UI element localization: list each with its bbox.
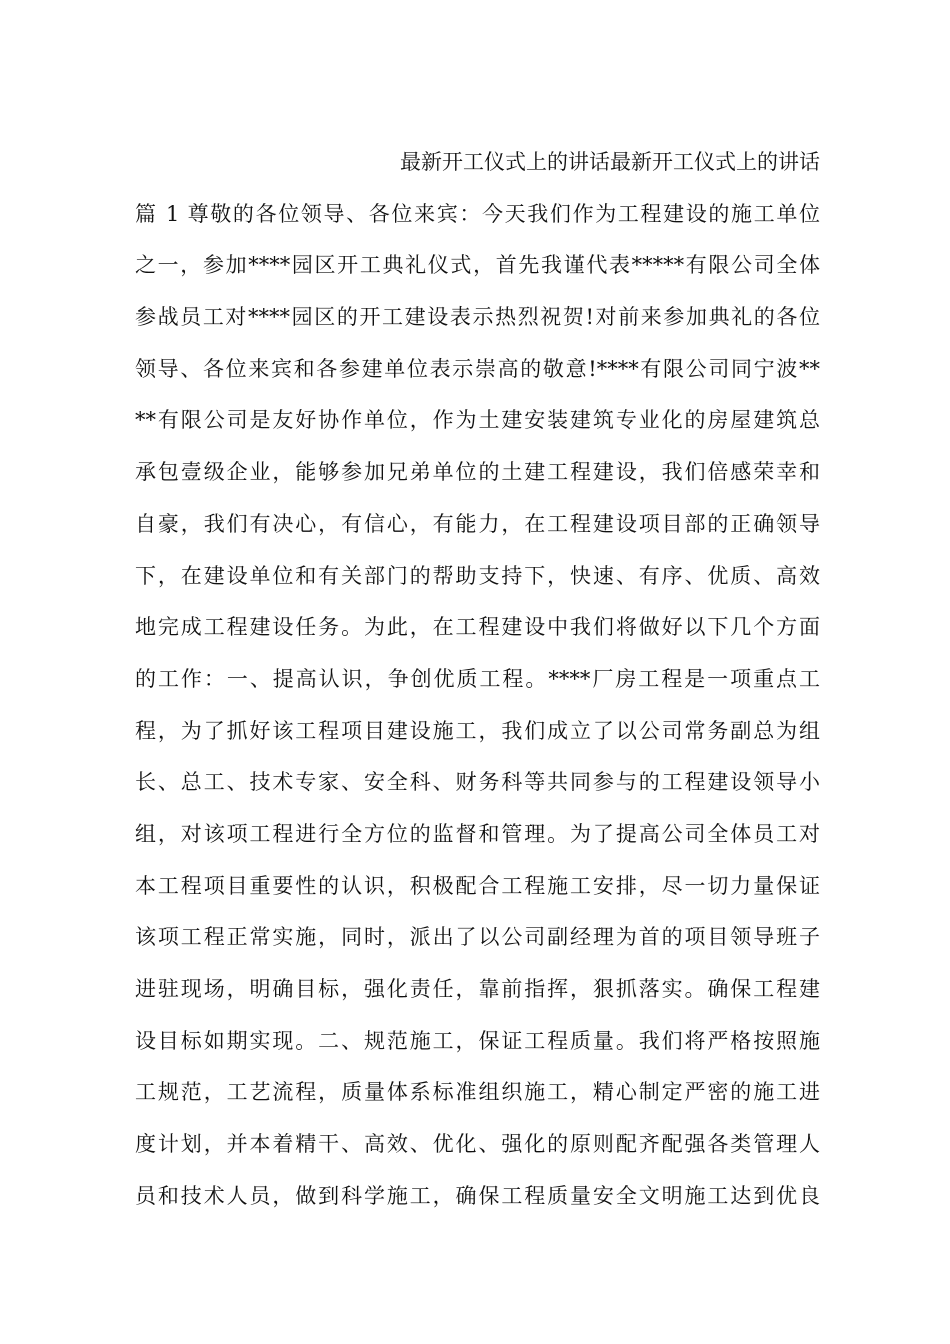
body-line: 组，对该项工程进行全方位的监督和管理。为了提高公司全体员工对: [135, 821, 820, 846]
body-line: 承包壹级企业，能够参加兄弟单位的土建工程建设，我们倍感荣幸和: [135, 460, 820, 485]
body-line: 该项工程正常实施，同时，派出了以公司副经理为首的项目领导班子: [135, 925, 820, 950]
body-line: 设目标如期实现。二、规范施工，保证工程质量。我们将严格按照施: [135, 1028, 820, 1053]
body-line: 领导、各位来宾和各参建单位表示崇高的敬意!****有限公司同宁波**: [135, 356, 820, 381]
body-line: 参战员工对****园区的开工建设表示热烈祝贺!对前来参加典礼的各位: [135, 305, 820, 330]
body-line: 篇 1 尊敬的各位领导、各位来宾：今天我们作为工程建设的施工单位: [135, 201, 820, 226]
body-line: 员和技术人员，做到科学施工，确保工程质量安全文明施工达到优良: [135, 1183, 820, 1208]
document-body: [135, 139, 820, 1224]
body-line: **有限公司是友好协作单位，作为土建安装建筑专业化的房屋建筑总: [135, 408, 820, 433]
body-line: 之一，参加****园区开工典礼仪式，首先我谨代表*****有限公司全体: [135, 253, 820, 278]
body-line: 程，为了抓好该工程项目建设施工，我们成立了以公司常务副总为组: [135, 718, 820, 743]
body-line: 长、总工、技术专家、安全科、财务科等共同参与的工程建设领导小: [135, 770, 820, 795]
body-line: 工规范，工艺流程，质量体系标准组织施工，精心制定严密的施工进: [135, 1080, 820, 1105]
body-line: 的工作：一、提高认识，争创优质工程。****厂房工程是一项重点工: [135, 666, 820, 691]
body-line: 自豪，我们有决心，有信心，有能力，在工程建设项目部的正确领导: [135, 511, 820, 536]
body-line: 进驻现场，明确目标，强化责任，靠前指挥，狠抓落实。确保工程建: [135, 977, 820, 1001]
body-line: 本工程项目重要性的认识，积极配合工程施工安排，尽一切力量保证: [135, 873, 820, 898]
body-line: 地完成工程建设任务。为此，在工程建设中我们将做好以下几个方面: [135, 615, 820, 640]
document-title-line: 最新开工仪式上的讲话最新开工仪式上的讲话: [400, 150, 820, 174]
body-line: 度计划，并本着精干、高效、优化、强化的原则配齐配强各类管理人: [135, 1132, 820, 1157]
body-line: 下，在建设单位和有关部门的帮助支持下，快速、有序、优质、高效: [135, 563, 820, 588]
